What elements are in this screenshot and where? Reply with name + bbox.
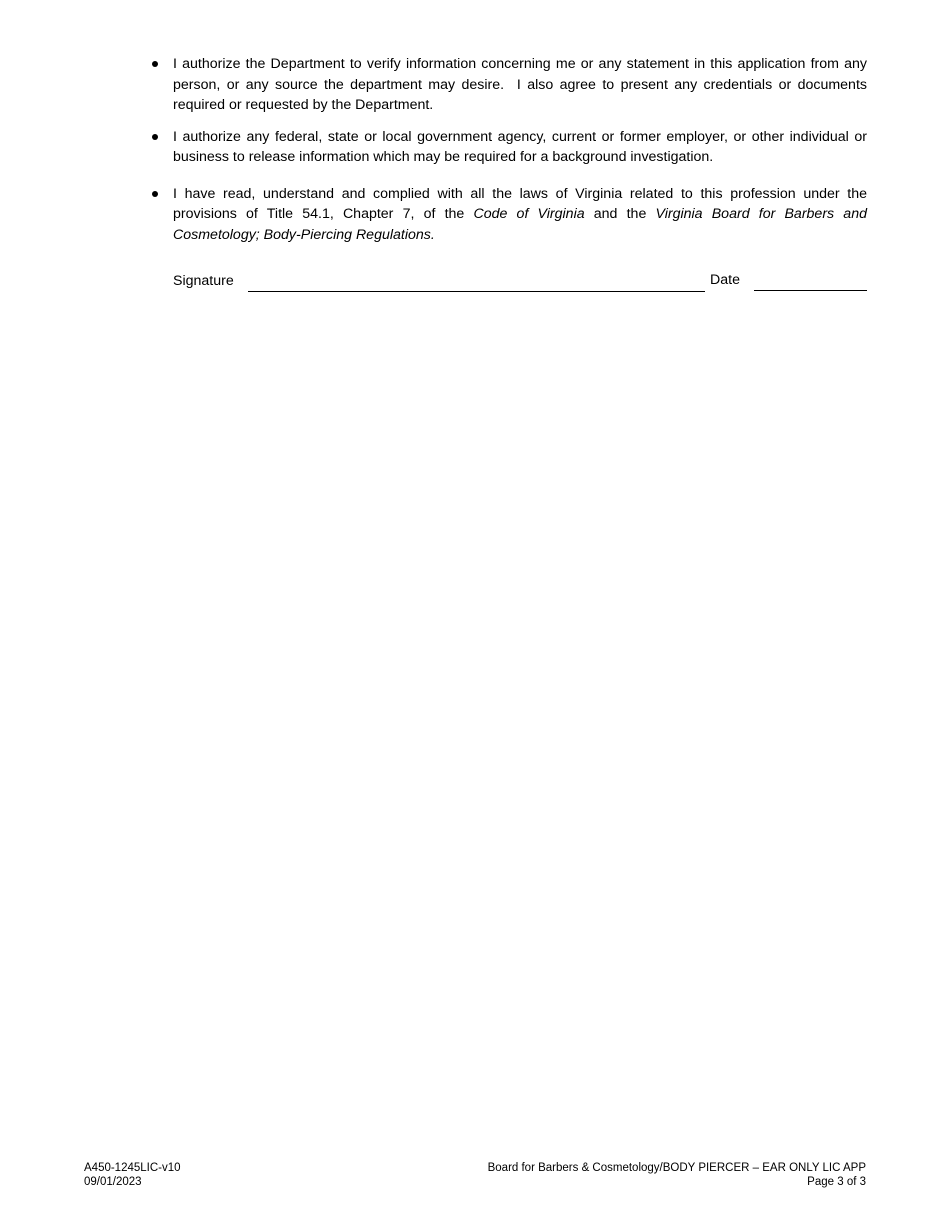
bullet-icon [152, 134, 158, 140]
footer-left [84, 1161, 181, 1189]
statement-text: I authorize any federal, state or local government agency, current or former employer, or other individual or business to release information which may be required for a background investigation. [173, 128, 867, 165]
statement-text-part: and the [584, 206, 656, 222]
form-title: Board for Barbers & Cosmetology/BODY PIERCER – EAR ONLY LIC APP [487, 1162, 866, 1174]
bullet-icon [152, 191, 158, 197]
statement-text: I authorize the Department to verify information concerning me or any statement in this application from any person, or any source the department may desire. I also agree to present any credentials or documents required or requested by the Department. [173, 56, 867, 113]
code-of-virginia-title: Code of Virginia [473, 206, 585, 222]
bullet-icon [152, 61, 158, 67]
signature-label: Signature [173, 273, 234, 289]
signature-row [173, 271, 867, 295]
applicant-statements-list [150, 54, 867, 256]
statement-verify-information [150, 54, 867, 116]
date-field[interactable] [754, 290, 867, 291]
statement-text [173, 186, 867, 243]
date-label: Date [710, 272, 740, 288]
page-number: Page 3 of 3 [807, 1176, 866, 1188]
form-date: 09/01/2023 [84, 1176, 142, 1188]
regulations-title: Virginia Board for Barbers and Cosmetology; Body-Piercing Regulations. [173, 206, 867, 243]
footer-right [488, 1161, 866, 1189]
statement-text-part: I have read, understand and complied with all the laws of Virginia related to this profession under the provisions of Title 54.1, Chapter 7, of the [173, 185, 867, 222]
statement-release-information [150, 127, 867, 168]
form-id: A450-1245LIC-v10 [84, 1162, 181, 1174]
signature-field[interactable] [248, 291, 705, 292]
statement-laws-compliance [150, 184, 867, 246]
